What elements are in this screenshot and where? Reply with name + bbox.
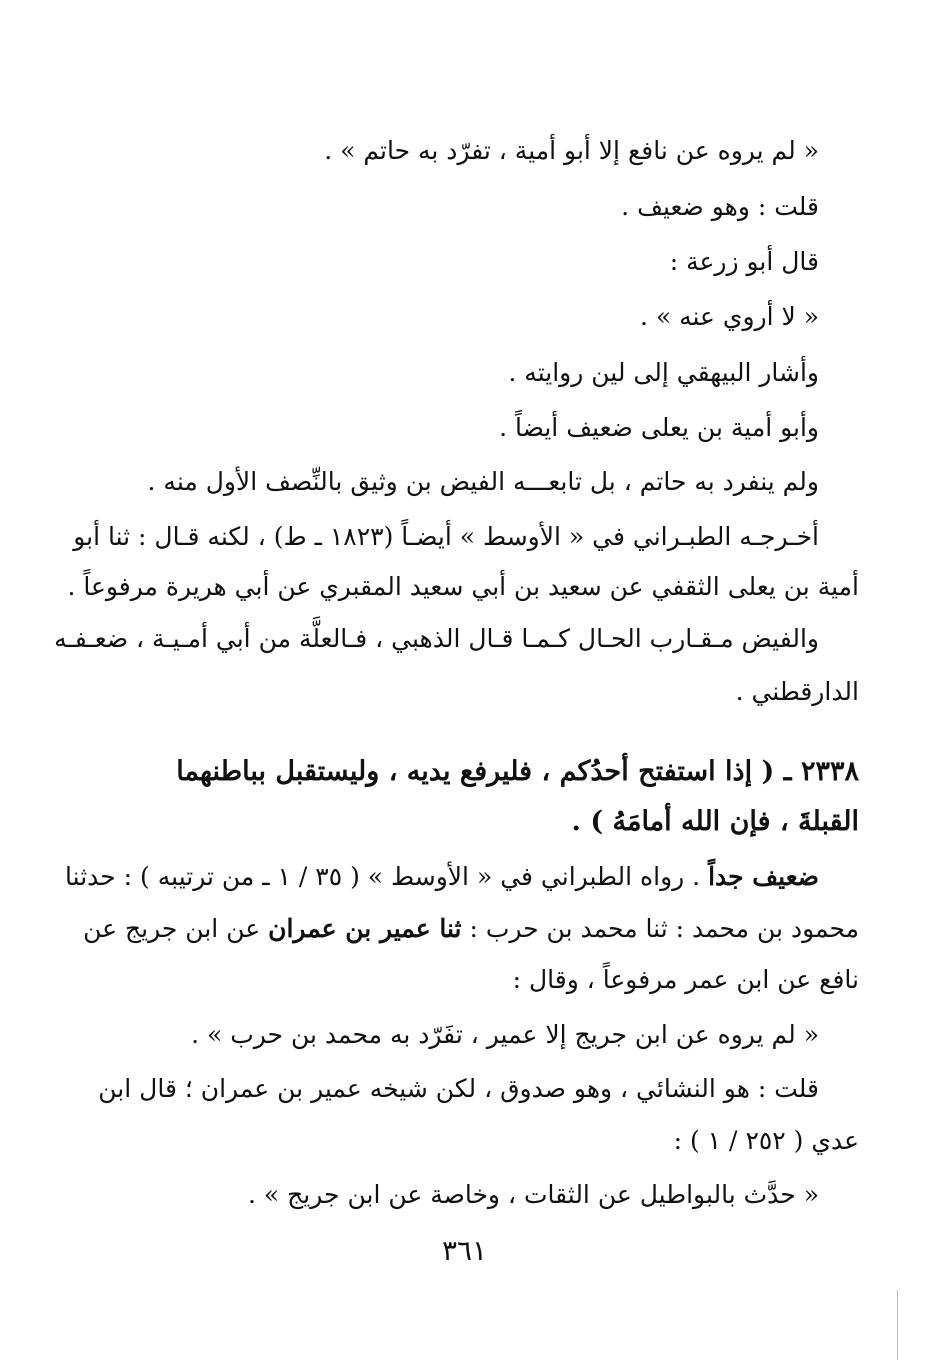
- text-line: أمية بن يعلى الثقفي عن سعيد بن أبي سعيد المقبري عن أبي هريرة مرفوعاً .: [67, 572, 859, 601]
- text-span: عن ابن جريج عن: [83, 914, 269, 943]
- text-span: محمود بن محمد : ثنا محمد بن حرب :: [461, 914, 859, 943]
- quote-line: « لم يروه عن ابن جريج إلا عمير ، تفَرّد به محمد بن حرب » .: [191, 1020, 819, 1049]
- quote-line: « حدَّث بالبواطيل عن الثقات ، وخاصة عن ابن جريج » .: [248, 1180, 819, 1209]
- text-line: [65, 860, 819, 894]
- scan-edge-line: [897, 1290, 898, 1360]
- quote-line: « لا أروي عنه » .: [639, 302, 819, 331]
- text-line: قلت : هو النشائي ، وهو صدوق ، لكن شيخه عمير بن عمران ؛ قال ابن: [98, 1074, 819, 1103]
- text-line: قلت : وهو ضعيف .: [621, 192, 819, 221]
- grading-label: ضعيف جداً: [708, 862, 819, 891]
- text-line: [83, 912, 859, 946]
- text-line: وأشار البيهقي إلى لين روايته .: [508, 358, 819, 387]
- page-number: ٣٦١: [441, 1234, 488, 1267]
- text-line: قال أبو زرعة :: [669, 247, 819, 276]
- quote-line: « لم يروه عن نافع إلا أبو أمية ، تفرّد به حاتم » .: [324, 136, 819, 165]
- text-line: عدي ( ٢٥٢ / ١ ) :: [673, 1126, 859, 1155]
- text-span: . رواه الطبراني في « الأوسط » ( ٣٥ / ١ ـ من ترتيبه ) : حدثنا: [65, 862, 709, 891]
- text-line: نافع عن ابن عمر مرفوعاً ، وقال :: [512, 965, 859, 994]
- hadith-heading: ٢٣٣٨ ـ ( إذا استفتح أحدُكم ، فليرفع يديه ، وليستقبل بباطنهما: [176, 756, 859, 787]
- text-line: ولم ينفرد به حاتم ، بل تابعـــه الفيض بن وثيق بالنِّصف الأول منه .: [147, 467, 819, 496]
- text-line: أخـرجـه الطبـراني في « الأوسط » أيضـاً (١٨٢٣ ـ ط) ، لكنه قـال : ثنا أبو: [73, 522, 819, 551]
- narrator-name: ثنا عمير بن عمران: [268, 914, 462, 943]
- text-line: الدارقطني .: [735, 677, 859, 706]
- text-line: وأبو أمية بن يعلى ضعيف أيضاً .: [499, 413, 819, 442]
- text-line: والفيض مـقـارب الحـال كـمـا قـال الذهبي ، فـالعلَّة من أبي أمـيـة ، ضعـفـه: [54, 624, 819, 653]
- hadith-heading: القبلةَ ، فإن الله أمامَهُ ) .: [571, 806, 859, 837]
